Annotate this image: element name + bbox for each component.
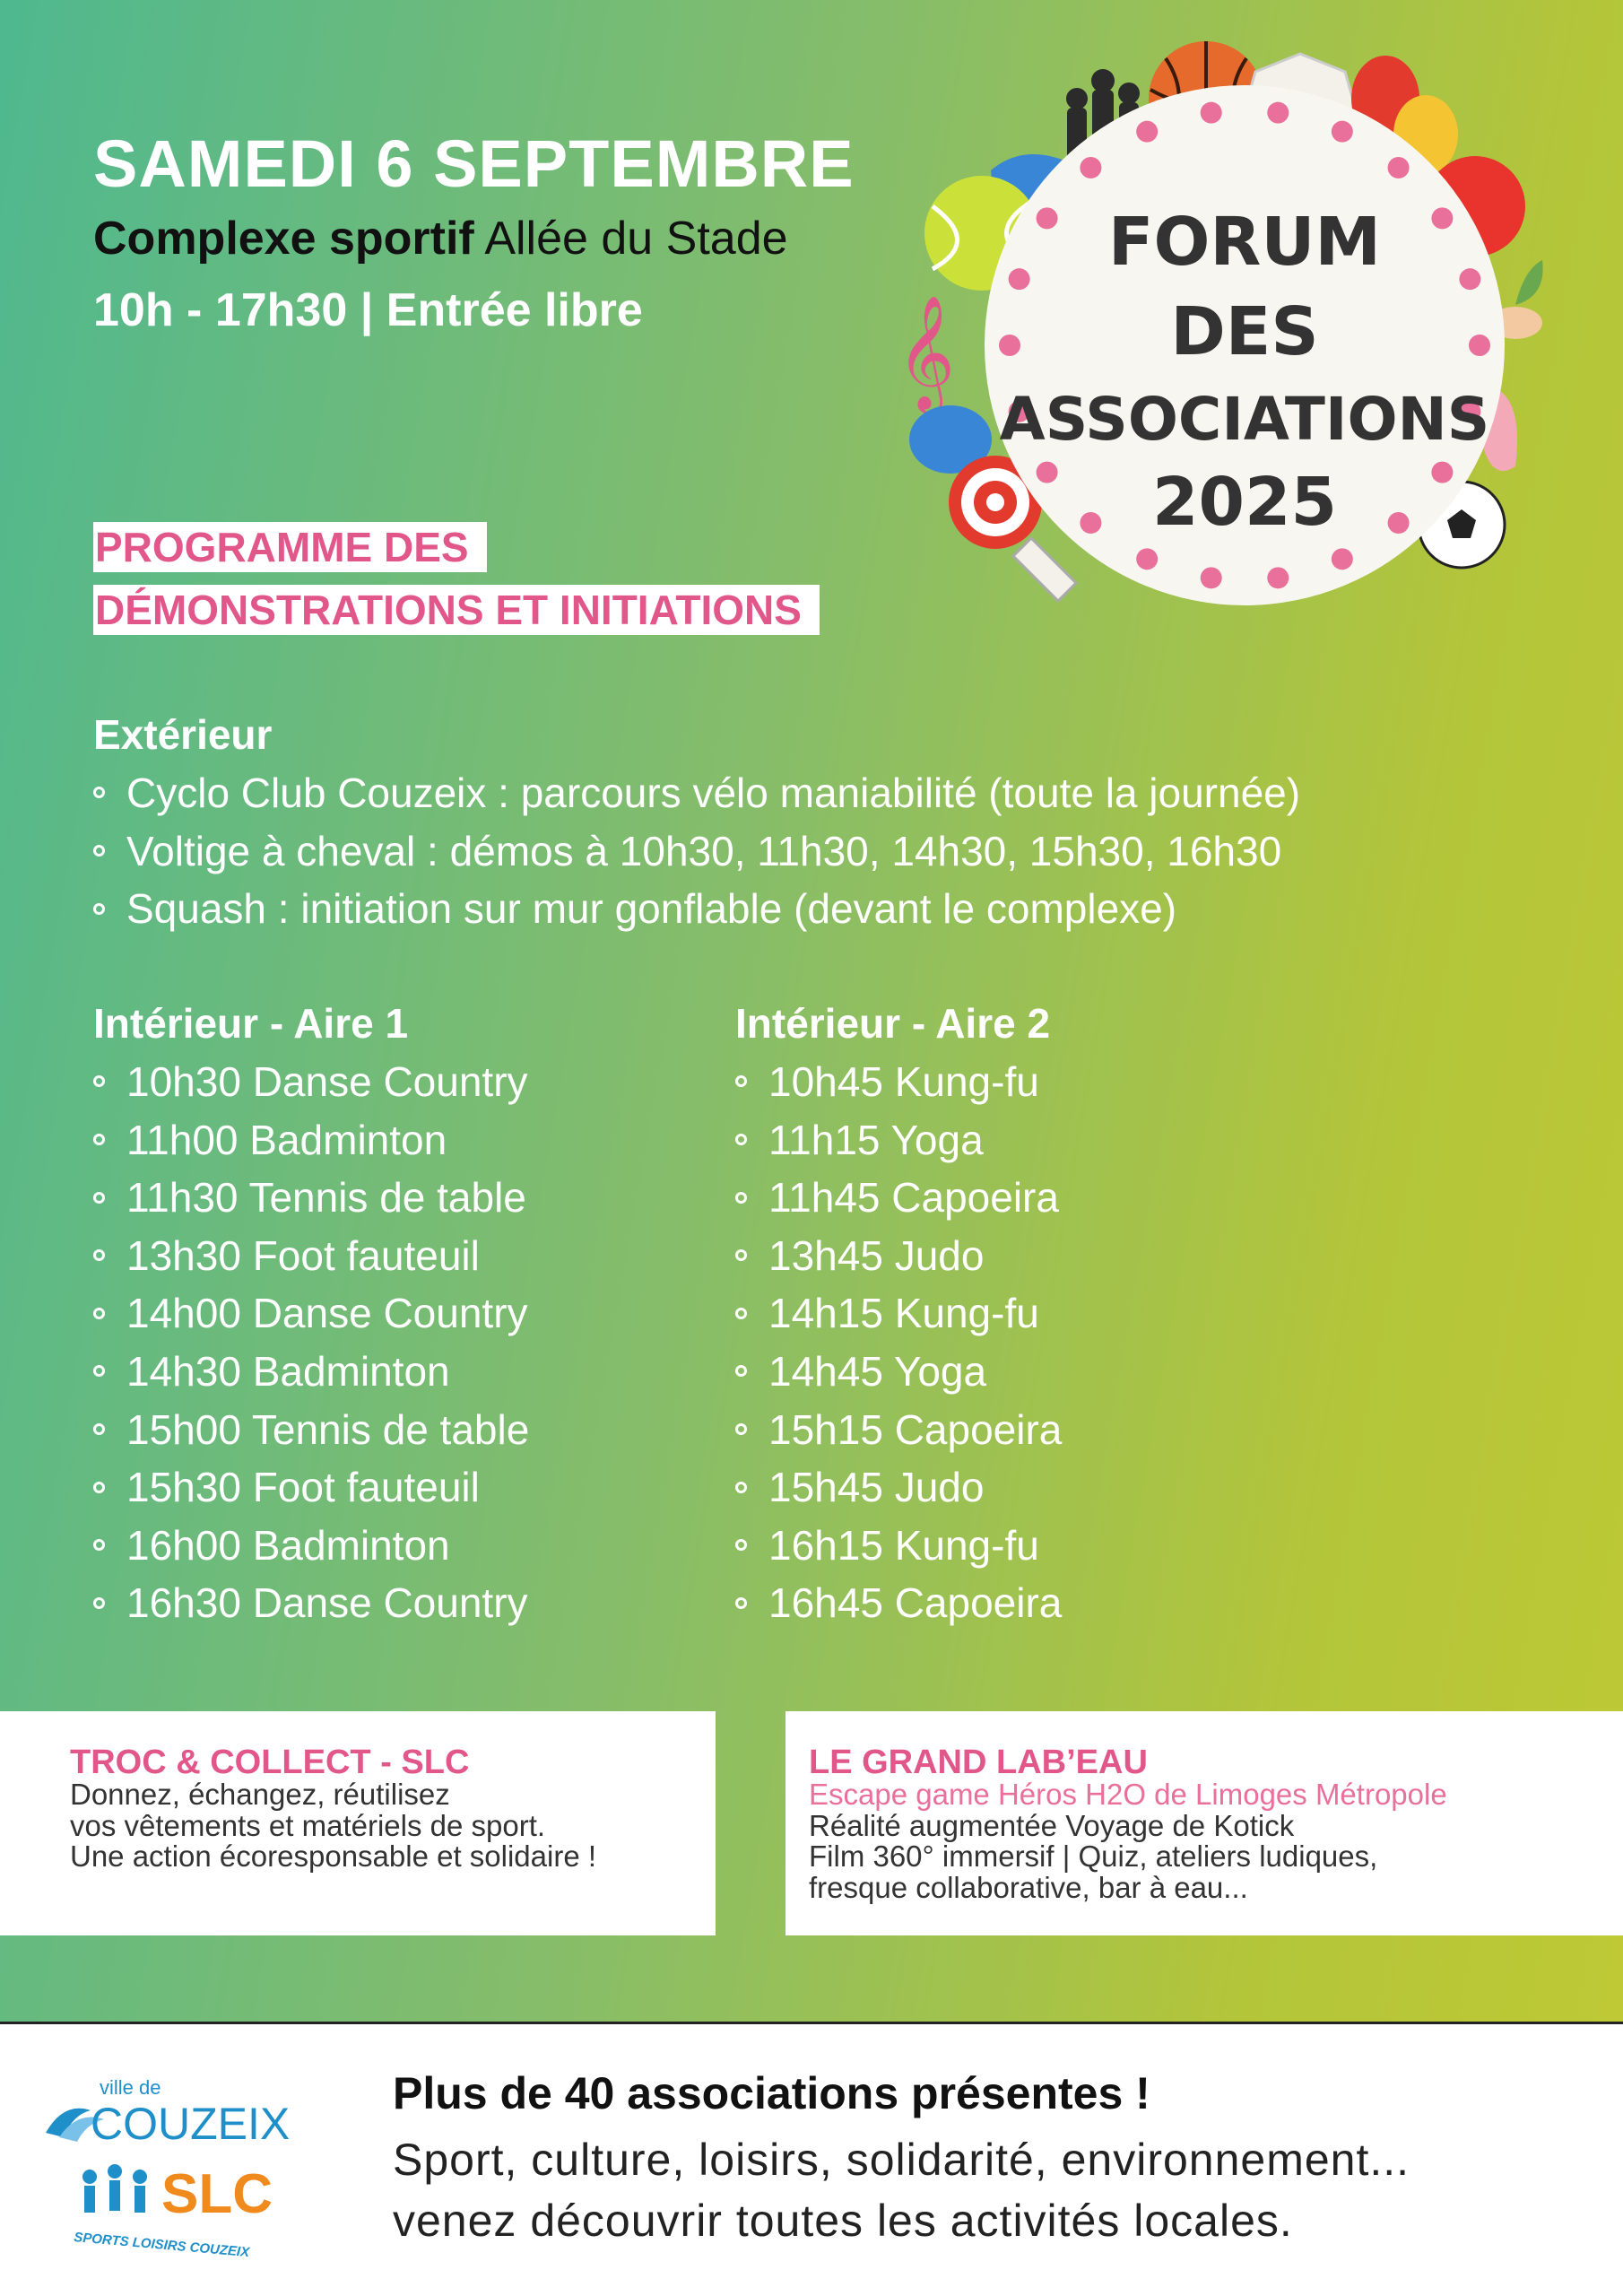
pink-dot [1267,567,1289,588]
footer-line-1: Sport, culture, loisirs, solidarité, environnement... [393,2135,1410,2185]
programme-line-1: PROGRAMME DES [93,522,487,572]
pink-dot [1037,462,1058,483]
exterieur-title: Extérieur [93,711,273,758]
programme-line-2: DÉMONSTRATIONS ET INITIATIONS [93,585,820,635]
pink-dot [1009,268,1030,290]
pink-dot [1136,548,1158,570]
shuttlecock-icon [1013,538,1076,601]
bullet-icon [93,1249,105,1261]
list-item: 16h00 Badminton [93,1517,529,1575]
list-item: 16h45 Capoeira [735,1574,1062,1632]
badge-line-associations: ASSOCIATIONS [999,385,1490,454]
bullet-icon [93,787,105,798]
bullet-icon [735,1597,747,1609]
pink-dot [1201,567,1222,588]
pink-dot [999,335,1020,356]
pink-dot [1080,157,1101,178]
bullet-icon [93,1308,105,1319]
bullet-icon [93,1365,105,1377]
aire1-list [93,1053,529,1632]
logo-slc-text: SLC [161,2163,273,2225]
pink-dot [1136,121,1158,143]
list-item: 15h30 Foot fauteuil [93,1458,529,1517]
troc-line: vos vêtements et matériels de sport. [70,1808,546,1842]
event-hours: 10h - 17h30 | Entrée libre [93,284,643,336]
lab-eau-subtitle: Escape game Héros H2O de Limoges Métropole [809,1778,1447,1811]
list-item: 14h00 Danse Country [93,1284,529,1343]
programme-heading [93,522,820,648]
bullet-icon [93,1482,105,1493]
bullet-icon [735,1308,747,1319]
bullet-icon [93,903,105,915]
list-item: 11h30 Tennis de table [93,1169,529,1227]
pink-dot [1388,512,1410,534]
logo-ville-small: ville de [100,2076,161,2099]
slc-figures-icon [72,2159,305,2266]
list-item: 14h45 Yoga [735,1343,1062,1401]
aire2-list [735,1053,1062,1632]
list-item: 15h15 Capoeira [735,1401,1062,1459]
troc-title: TROC & COLLECT - SLC [70,1744,470,1781]
badge-line-des: DES [1170,293,1319,370]
badge-line-year: 2025 [1152,464,1337,541]
pink-dot [1469,335,1490,356]
bullet-icon [735,1134,747,1145]
pink-dot [1080,512,1101,534]
pink-dot [1267,102,1289,124]
bullet-icon [93,1075,105,1087]
pink-dot [1332,121,1353,143]
footer-line-2: venez découvrir toutes les activités locales. [393,2196,1293,2246]
pink-dot [1459,268,1480,290]
bullet-icon [735,1192,747,1204]
pink-dot [1431,462,1453,483]
lab-eau-title: LE GRAND LAB’EAU [809,1744,1148,1781]
logo-slc-subtitle: SPORTS LOISIRS COUZEIX [73,2230,250,2261]
plant-icon [1515,260,1543,305]
list-item: Squash : initiation sur mur gonflable (devant le complexe) [93,880,1300,938]
footer [0,2022,1623,2296]
troc-line: Donnez, échangez, réutilisez [70,1778,450,1811]
pink-dot [1332,548,1353,570]
forum-badge [897,36,1560,628]
lab-eau-box [785,1711,1623,1935]
couzeix-logo [41,2074,310,2160]
bullet-icon [735,1249,747,1261]
venue-address: Allée du Stade [473,213,788,265]
bullet-icon [735,1365,747,1377]
troc-collect-box [0,1711,716,1935]
list-item: 15h45 Judo [735,1458,1062,1517]
bullet-icon [93,1134,105,1145]
venue-name: Complexe sportif [93,213,474,265]
bullet-icon [735,1075,747,1087]
list-item: Cyclo Club Couzeix : parcours vélo maniabilité (toute la journée) [93,764,1300,822]
aire2-title: Intérieur - Aire 2 [735,1000,1051,1047]
bullet-icon [93,845,105,857]
bullet-icon [93,1423,105,1435]
pink-dot [1201,102,1222,124]
list-item: 15h00 Tennis de table [93,1401,529,1459]
pink-dot [1037,207,1058,229]
slc-logo [72,2159,305,2271]
event-venue [93,212,788,265]
music-note-icon: 𝄞 [897,294,956,409]
sports-illustration [897,36,1560,628]
list-item: 11h15 Yoga [735,1111,1062,1170]
list-item: 13h45 Judo [735,1227,1062,1285]
bullet-icon [735,1423,747,1435]
bullet-icon [735,1482,747,1493]
bullet-icon [93,1192,105,1204]
list-item: 11h45 Capoeira [735,1169,1062,1227]
list-item: 14h30 Badminton [93,1343,529,1401]
list-item: 11h00 Badminton [93,1111,529,1170]
aire1-title: Intérieur - Aire 1 [93,1000,409,1047]
list-item: 16h30 Danse Country [93,1574,529,1632]
list-item: 14h15 Kung-fu [735,1284,1062,1343]
couzeix-wave-icon [41,2074,310,2155]
list-item: Voltige à cheval : démos à 10h30, 11h30, 14h30, 15h30, 16h30 [93,822,1300,881]
bullet-icon [93,1539,105,1551]
list-item: 10h30 Danse Country [93,1053,529,1111]
lab-eau-line: fresque collaborative, bar à eau... [809,1870,1248,1904]
event-date: SAMEDI 6 SEPTEMBRE [93,126,855,201]
troc-line: Une action écoresponsable et solidaire ! [70,1839,597,1873]
badge-line-forum: FORUM [1107,204,1382,281]
exterieur-list [93,764,1300,938]
pink-dot [1431,207,1453,229]
pink-dot [1388,157,1410,178]
logo-ville-text: COUZEIX [91,2099,291,2149]
bullet-icon [93,1597,105,1609]
bullet-icon [735,1539,747,1551]
list-item: 13h30 Foot fauteuil [93,1227,529,1285]
lab-eau-line: Film 360° immersif | Quiz, ateliers ludiques, [809,1839,1378,1873]
lab-eau-line: Réalité augmentée Voyage de Kotick [809,1808,1295,1842]
list-item: 16h15 Kung-fu [735,1517,1062,1575]
footer-title: Plus de 40 associations présentes ! [393,2068,1150,2118]
list-item: 10h45 Kung-fu [735,1053,1062,1111]
